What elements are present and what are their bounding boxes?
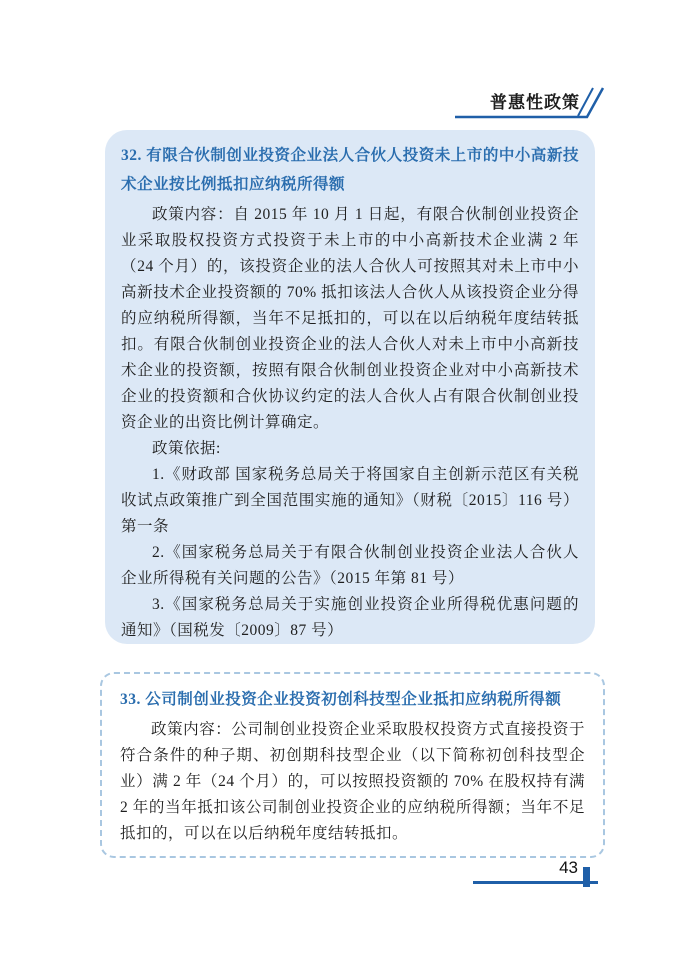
policy-33-body (120, 717, 585, 847)
policy-32-basis-item-1: 1.《财政部 国家税务总局关于将国家自主创新示范区有关税收试点政策推广到全国范围实施的通知》（财税〔2015〕116 号）第一条 (121, 466, 579, 535)
page-header-title: 普惠性政策 (490, 93, 580, 112)
policy-33-title: 33. 公司制创业投资企业投资初创科技型企业抵扣应纳税所得额 (120, 691, 562, 708)
policy-32-paragraph-content: 政策内容：自 2015 年 10 月 1 日起，有限合伙制创业投资企业采取股权投资方式投资于未上市的中小高新技术企业满 2 年（24 个月）的，该投资企业的法人合伙人可按照其对未上市中小高新技术企业投资额的 70% 抵扣该法人合伙人从该投资企业分得的应纳税所得额，当年不足抵扣的，可以在以后纳税年度结转抵扣。有限合伙制创业投资企业的法人合伙人对未上市中小高新技术企业的投资额，按照有限合伙制创业投资企业对中小高新技术企业的投资额和合伙协议约定的法人合伙人占有限合伙制创业投资企业的出资比例计算确定。 (121, 206, 579, 431)
header-underline-slashes-icon (440, 80, 620, 125)
policy-32-body (121, 202, 579, 644)
footer-rule (473, 881, 598, 884)
policy-card-33 (100, 672, 605, 858)
policy-33-paragraph-content: 政策内容：公司制创业投资企业采取股权投资方式直接投资于符合条件的种子期、初创期科技型企业（以下简称初创科技型企业）满 2 年（24 个月）的，可以按照投资额的 70% 在股权持有满 2 年的当年抵扣该公司制创业投资企业的应纳税所得额；当年不足抵扣的，可以在以后纳税年度结转抵扣。 (120, 721, 585, 842)
page-number: 43 (559, 858, 578, 877)
policy-32-title: 32. 有限合伙制创业投资企业法人合伙人投资未上市的中小高新技术企业按比例抵扣应纳税所得额 (121, 147, 579, 193)
policy-32-basis-item-3: 3.《国家税务总局关于实施创业投资企业所得税优惠问题的通知》（国税发〔2009〕87 号） (121, 596, 579, 639)
policy-32-paragraph-basis-label: 政策依据: (152, 440, 221, 457)
policy-32-basis-item-2: 2.《国家税务总局关于有限合伙制创业投资企业法人合伙人企业所得税有关问题的公告》（2015 年第 81 号） (121, 544, 579, 587)
footer-accent-bar (583, 867, 590, 887)
policy-card-32 (105, 130, 595, 644)
